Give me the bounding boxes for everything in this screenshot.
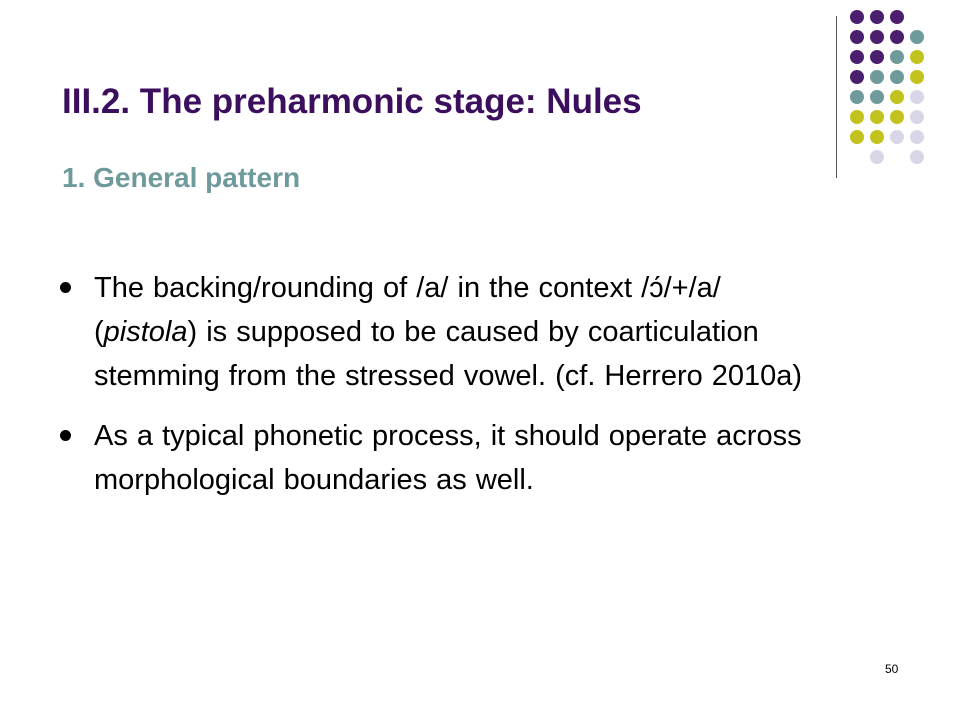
decorative-dot-icon	[850, 50, 864, 64]
decorative-dot-icon	[870, 30, 884, 44]
decorative-dot-icon	[890, 110, 904, 124]
decorative-dot-icon	[870, 150, 884, 164]
page-number: 50	[885, 662, 899, 676]
bullet-list	[60, 266, 820, 518]
decorative-dot-icon	[850, 110, 864, 124]
divider-line	[836, 16, 837, 178]
decorative-dot-icon	[890, 70, 904, 84]
decorative-dot-icon	[870, 50, 884, 64]
decorative-dot-icon	[890, 10, 904, 24]
bullet-text: The backing/rounding of /a/ in the context /ɔ́/+/a/ (	[94, 272, 721, 348]
bullet-text: As a typical phonetic process, it should operate across morphological boundaries as well.	[94, 420, 802, 496]
decorative-dot-icon	[870, 70, 884, 84]
decorative-dot-icon	[870, 130, 884, 144]
decorative-dot-icon	[910, 70, 924, 84]
decorative-dot-icon	[910, 50, 924, 64]
decorative-dot-icon	[890, 130, 904, 144]
decorative-dot-icon	[910, 30, 924, 44]
decorative-dot-icon	[870, 110, 884, 124]
bullet-text: ) is supposed to be caused by coarticulation stemming from the stressed vowel. (cf. Herrero 2010a)	[94, 316, 803, 392]
decorative-dot-icon	[850, 130, 864, 144]
decorative-dot-icon	[890, 30, 904, 44]
bullet-marker-icon	[60, 282, 71, 293]
decorative-dot-icon	[870, 90, 884, 104]
bullet-item	[60, 266, 820, 398]
decorative-dot-icon	[910, 110, 924, 124]
bullet-text-italic: pistola	[103, 316, 188, 348]
decorative-dot-icon	[910, 150, 924, 164]
decorative-dot-icon	[850, 30, 864, 44]
bullet-marker-icon	[60, 430, 71, 441]
bullet-item	[60, 414, 820, 502]
decorative-dot-icon	[850, 10, 864, 24]
decorative-dot-icon	[890, 50, 904, 64]
decorative-dot-icon	[910, 90, 924, 104]
slide-title: III.2. The preharmonic stage: Nules	[62, 82, 642, 121]
decorative-dot-icon	[870, 10, 884, 24]
decorative-dot-icon	[850, 70, 864, 84]
decorative-dot-icon	[850, 90, 864, 104]
decorative-dot-icon	[910, 130, 924, 144]
slide-subtitle: 1. General pattern	[62, 162, 301, 193]
dot-grid-decoration	[844, 8, 960, 168]
decorative-dot-icon	[890, 90, 904, 104]
